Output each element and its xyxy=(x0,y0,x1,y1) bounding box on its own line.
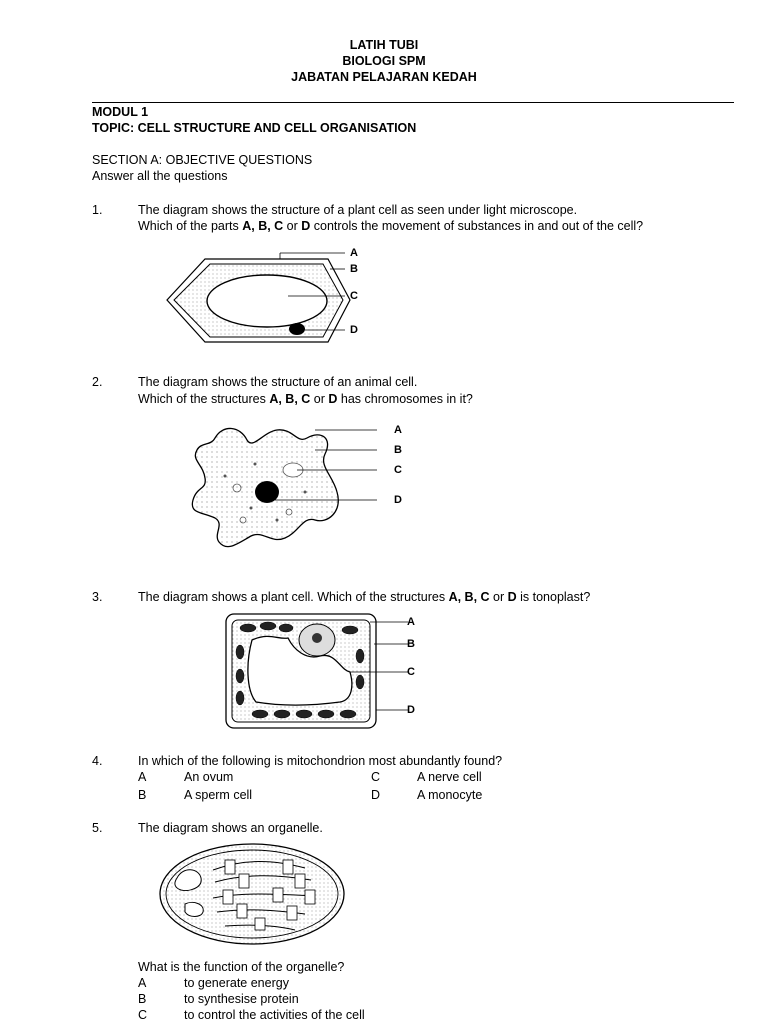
q4-option-a-text: An ovum xyxy=(184,770,234,784)
q2-line-1: The diagram shows the structure of an animal cell. xyxy=(138,375,418,389)
q3-label-d: D xyxy=(407,704,415,716)
q2-number: 2. xyxy=(92,375,103,389)
q4-option-d-text: A monocyte xyxy=(417,788,483,802)
q2-label-a: A xyxy=(394,424,402,436)
q4-option-c-letter: C xyxy=(371,770,381,784)
q3-text-bold: D xyxy=(507,590,517,604)
q1-line-2 xyxy=(138,219,643,233)
doc-header-line-2: BIOLOGI SPM xyxy=(342,54,426,68)
plant-cell-tonoplast-diagram xyxy=(220,610,420,735)
q1-text: controls the movement of substances in and out of the cell? xyxy=(310,219,644,233)
module-topic: TOPIC: CELL STRUCTURE AND CELL ORGANISATION xyxy=(92,121,417,135)
q4-option-d-letter: D xyxy=(371,788,381,802)
q4-number: 4. xyxy=(92,754,103,768)
q3-text: or xyxy=(489,590,508,604)
section-title: SECTION A: OBJECTIVE QUESTIONS xyxy=(92,153,313,167)
q5-option-b-text: to synthesise protein xyxy=(184,992,299,1006)
q2-line-2 xyxy=(138,392,473,406)
q1-text: Which of the parts xyxy=(138,219,243,233)
chloroplast-organelle-diagram xyxy=(155,838,355,953)
section-instruction: Answer all the questions xyxy=(92,169,228,183)
q2-text: Which of the structures xyxy=(138,392,270,406)
q2-text-bold: D xyxy=(328,392,338,406)
q3-text: is tonoplast? xyxy=(516,590,591,604)
q4-option-b-text: A sperm cell xyxy=(184,788,253,802)
q4-line-1: In which of the following is mitochondrion most abundantly found? xyxy=(138,754,503,768)
q4-option-b-letter: B xyxy=(138,788,147,802)
doc-header-line-3: JABATAN PELAJARAN KEDAH xyxy=(291,70,477,84)
q1-text-bold: D xyxy=(301,219,311,233)
q2-text: has chromosomes in it? xyxy=(337,392,473,406)
q3-text: The diagram shows a plant cell. Which of the structures xyxy=(138,590,449,604)
q2-text: or xyxy=(310,392,329,406)
q1-label-d: D xyxy=(350,324,358,336)
q4-option-c-text: A nerve cell xyxy=(417,770,482,784)
module-title: MODUL 1 xyxy=(92,105,149,119)
q2-text-bold: A, B, C xyxy=(269,392,311,406)
doc-header-line-1: LATIH TUBI xyxy=(349,38,419,52)
q5-line-1: The diagram shows an organelle. xyxy=(138,821,323,835)
q5-option-c-text: to control the activities of the cell xyxy=(184,1008,365,1022)
q1-line-1: The diagram shows the structure of a plant cell as seen under light microscope. xyxy=(138,203,578,217)
q5-option-a-letter: A xyxy=(138,976,147,990)
nucleus-shape xyxy=(289,323,305,335)
q3-number: 3. xyxy=(92,590,103,604)
header-divider xyxy=(92,102,734,103)
q1-text: or xyxy=(283,219,302,233)
q3-line-1 xyxy=(138,590,590,604)
q1-label-c: C xyxy=(350,290,358,302)
vacuole-shape xyxy=(207,275,327,327)
q2-label-b: B xyxy=(394,444,402,456)
q5-number: 5. xyxy=(92,821,103,835)
q3-label-a: A xyxy=(407,616,415,628)
q1-text-bold: A, B, C xyxy=(242,219,284,233)
q5-option-b-letter: B xyxy=(138,992,147,1006)
q4-option-a-letter: A xyxy=(138,770,147,784)
q2-label-d: D xyxy=(394,494,402,506)
plant-cell-diagram xyxy=(160,245,380,360)
q1-number: 1. xyxy=(92,203,103,217)
q5-option-c-letter: C xyxy=(138,1008,148,1022)
q1-label-b: B xyxy=(350,263,358,275)
q5-option-a-text: to generate energy xyxy=(184,976,289,990)
q1-label-a: A xyxy=(350,247,358,259)
q2-label-c: C xyxy=(394,464,402,476)
q3-label-b: B xyxy=(407,638,415,650)
animal-cell-diagram xyxy=(185,420,395,560)
q5-question: What is the function of the organelle? xyxy=(138,960,345,974)
q3-label-c: C xyxy=(407,666,415,678)
q3-text-bold: A, B, C xyxy=(448,590,490,604)
